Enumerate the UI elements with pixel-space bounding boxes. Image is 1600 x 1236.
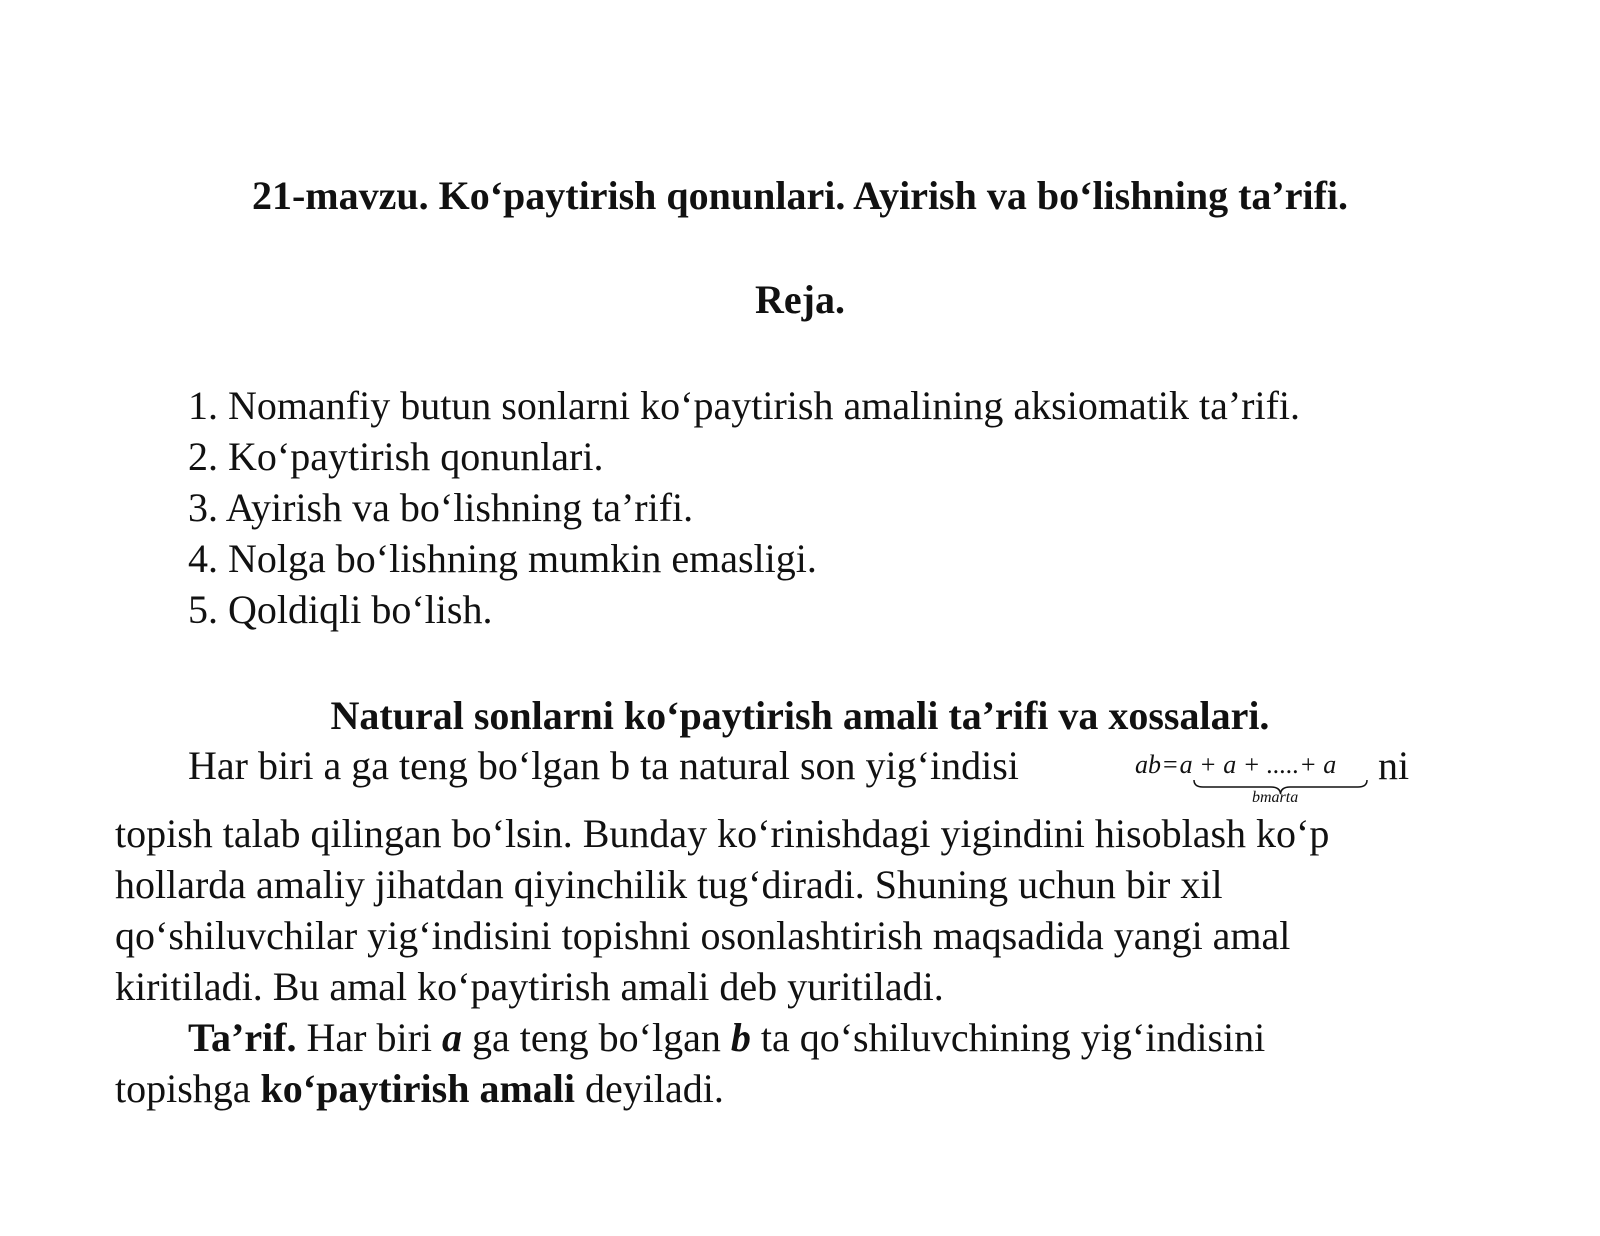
paragraph-line: topish talab qilingan bo‘lsin. Bunday ko‘rinishdagi yigindini hisoblash ko‘p bbox=[115, 811, 1330, 856]
intro-suffix: ni bbox=[1378, 743, 1410, 788]
definition-variable-a: a bbox=[442, 1015, 463, 1060]
plan-item: 5. Qoldiqli bo‘lish. bbox=[188, 587, 493, 632]
definition-variable-b: b bbox=[730, 1015, 751, 1060]
formula-rhs: a + a + .....+ a bbox=[1179, 750, 1337, 779]
multiplication-formula bbox=[1135, 748, 1336, 782]
definition-label: Ta’rif. bbox=[188, 1015, 297, 1060]
paragraph-line: hollarda amaliy jihatdan qiyinchilik tug‘diradi. Shuning uchun bir xil bbox=[115, 862, 1223, 907]
intro-text: Har biri a ga teng bo‘lgan b ta natural son yig‘indisi bbox=[188, 743, 1019, 788]
paragraph-line: qo‘shiluvchilar yig‘indisini topishni osonlashtirish maqsadida yangi amal bbox=[115, 913, 1291, 958]
definition-text: ga teng bo‘lgan bbox=[462, 1015, 731, 1060]
document-title: 21-mavzu. Ko‘paytirish qonunlari. Ayirish va bo‘lishning ta’rifi. bbox=[251, 173, 1349, 218]
definition-text: Har biri bbox=[296, 1015, 443, 1060]
plan-item: 2. Ko‘paytirish qonunlari. bbox=[188, 434, 604, 479]
paragraph-line: kiritiladi. Bu amal ko‘paytirish amali deb yuritiladi. bbox=[115, 964, 944, 1009]
plan-item: 4. Nolga bo‘lishning mumkin emasligi. bbox=[188, 536, 817, 581]
plan-item: 1. Nomanfiy butun sonlarni ko‘paytirish amalining aksiomatik ta’rifi. bbox=[188, 383, 1301, 428]
definition-text: topishga bbox=[115, 1066, 261, 1111]
plan-item: 3. Ayirish va bo‘lishning ta’rifi. bbox=[188, 485, 694, 530]
formula-lhs: ab bbox=[1135, 750, 1161, 779]
definition-text: ta qo‘shiluvchining yig‘indisini bbox=[750, 1015, 1266, 1060]
definition-line-2 bbox=[115, 1063, 724, 1114]
definition-term: ko‘paytirish amali bbox=[260, 1066, 576, 1111]
section-heading: Natural sonlarni ko‘paytirish amali ta’rifi va xossalari. bbox=[330, 693, 1270, 738]
definition-line-1 bbox=[188, 1012, 1265, 1063]
definition-text: deyiladi. bbox=[575, 1066, 724, 1111]
formula-equals: = bbox=[1163, 750, 1178, 779]
plan-heading: Reja. bbox=[755, 277, 845, 322]
underbrace-label: bmarta bbox=[1252, 789, 1299, 806]
plan-list bbox=[188, 380, 1300, 635]
